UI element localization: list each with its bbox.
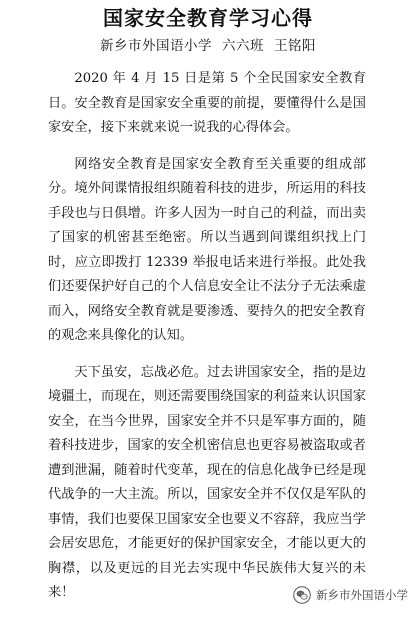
paragraph-3: 天下虽安，忘战必危。过去讲国家安全，指的是边境疆土，而现在，则还需要围绕国家的利益来认识国家安全，在当今世界，国家安全并不只是军事方面的，随着科技进步，国家的安全机密信息也更容易被盗取或者遭到泄漏，随着时代变革，现在的信息化战争已经是现代战争的一大主流。所以，国家安全并不仅仅是军队的事情，我们也要保卫国家安全也要义不容辞，我应当学会居安思危，才能更好的保护国家安全，才能以更大的胸襟，以及更远的目光去实现中华民族伟大复兴的未来！ — [48, 364, 366, 600]
paragraph-2: 网络安全教育是国家安全教育至关重要的组成部分。境外间谍情报组织随着科技的进步，所运用的科技手段也与日俱增。许多人因为一时自己的利益，而出卖了国家的机密甚至绝密。所以当遇到间谍组织找上门时，应立即拨打 12339 举报电话来进行举报。此处我们还要保护好自己的个人信息安全让不法分子无法乘虚而入，网络安全教育就是要渗透、要持久的把安全教育的观念来具像化的认知。 — [48, 156, 366, 343]
byline-class: 六六班 — [222, 38, 264, 54]
paragraph-1: 2020 年 4 月 15 日是第 5 个全民国家安全教育日。安全教育是国家安全重要的前提，要懂得什么是国家安全，接下来就来说一说我的心得体会。 — [48, 71, 366, 135]
wechat-icon — [293, 586, 311, 604]
source-watermark — [293, 586, 408, 604]
byline — [0, 37, 416, 55]
byline-school: 新乡市外国语小学 — [100, 38, 212, 54]
watermark-text: 新乡市外国语小学 — [316, 588, 408, 602]
document-body — [48, 67, 366, 618]
document-title: 国家安全教育学习心得 — [103, 6, 313, 30]
byline-author: 王铭阳 — [274, 38, 316, 54]
